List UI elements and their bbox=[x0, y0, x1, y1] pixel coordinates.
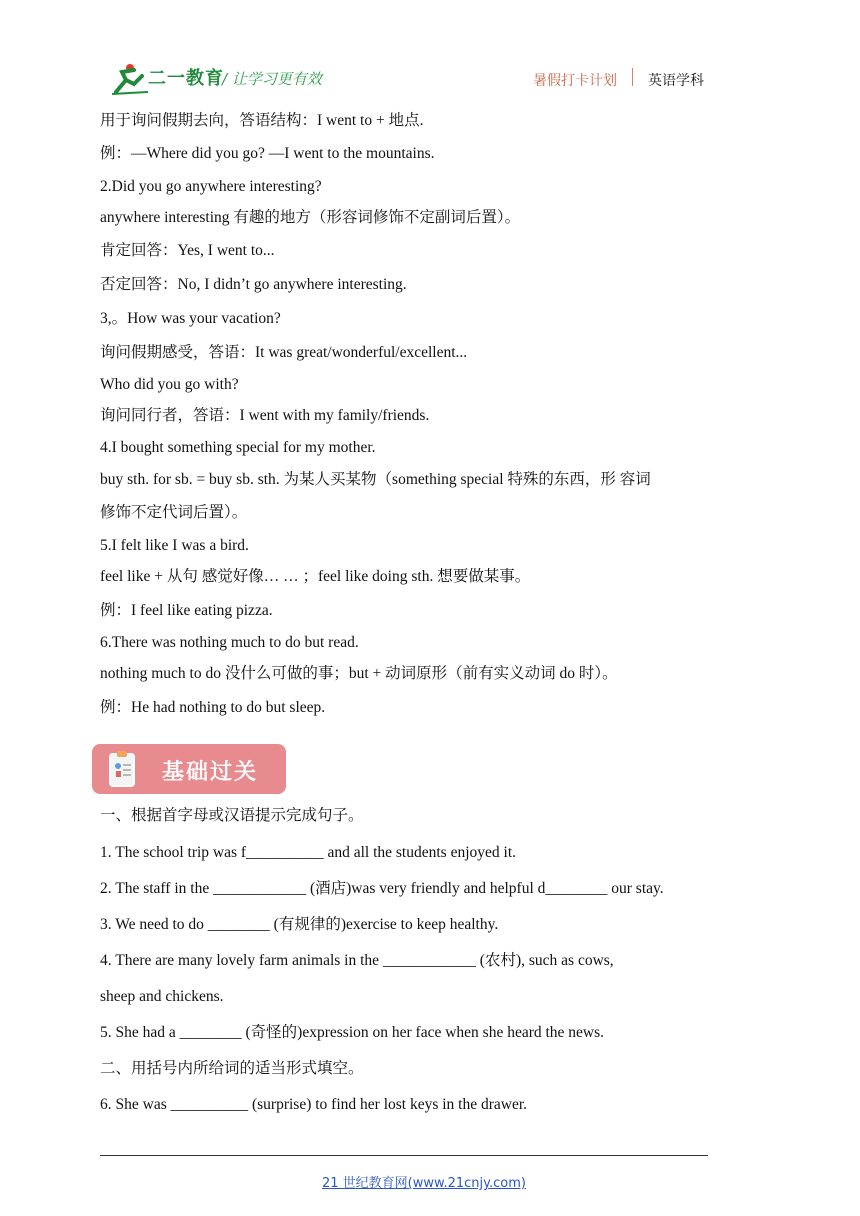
exercise-line: sheep and chickens. bbox=[100, 988, 224, 1005]
note-line: 修饰不定代词后置）。 bbox=[100, 504, 248, 521]
exercise-line: 4. There are many lovely farm animals in the ____________ (农村), such as cows, bbox=[100, 952, 614, 969]
logo-text: 二一教育 bbox=[148, 68, 224, 89]
note-line: 例：I feel like eating pizza. bbox=[100, 602, 273, 619]
note-line: 询问同行者，答语：I went with my family/friends. bbox=[100, 407, 430, 424]
note-line: 3,。How was your vacation? bbox=[100, 310, 281, 327]
page-header bbox=[0, 0, 860, 100]
note-line: 例：—Where did you go? —I went to the mountains. bbox=[100, 145, 435, 162]
header-slogan: / 让学习更有效 bbox=[222, 70, 322, 88]
note-line: 2.Did you go anywhere interesting? bbox=[100, 178, 322, 195]
section-badge-label: 基础过关 bbox=[162, 760, 259, 785]
note-line: 4.I bought something special for my mother. bbox=[100, 439, 376, 456]
footer-divider bbox=[100, 1155, 708, 1156]
header-divider bbox=[632, 68, 633, 86]
note-line: 否定回答：No, I didn’t go anywhere interesting. bbox=[100, 276, 407, 293]
footer-link[interactable]: 21 世纪教育网(www.21cnjy.com) bbox=[322, 1176, 526, 1191]
header-plan: 暑假打卡计划 bbox=[533, 73, 617, 89]
note-line: 询问假期感受，答语：It was great/wonderful/excellent... bbox=[100, 344, 468, 361]
exercise-line: 3. We need to do ________ (有规律的)exercise to keep healthy. bbox=[100, 916, 499, 933]
exercise-line: 1. The school trip was f__________ and all the students enjoyed it. bbox=[100, 844, 516, 861]
note-line: 例：He had nothing to do but sleep. bbox=[100, 699, 326, 716]
clipboard-icon bbox=[108, 750, 138, 788]
note-line: 用于询问假期去向，答语结构：I went to + 地点. bbox=[100, 112, 424, 129]
exercise-heading: 二、用括号内所给词的适当形式填空。 bbox=[100, 1060, 364, 1077]
exercise-line: 5. She had a ________ (奇怪的)expression on her face when she heard the news. bbox=[100, 1024, 605, 1041]
note-line: 6.There was nothing much to do but read. bbox=[100, 634, 359, 651]
note-line: buy sth. for sb. = buy sb. sth. 为某人买某物（something special 特殊的东西，形 容词 bbox=[100, 471, 651, 488]
section-badge bbox=[92, 744, 286, 794]
exercise-line: 6. She was __________ (surprise) to find her lost keys in the drawer. bbox=[100, 1096, 528, 1113]
exercise-heading: 一、根据首字母或汉语提示完成句子。 bbox=[100, 807, 364, 824]
note-line: 肯定回答：Yes, I went to... bbox=[100, 242, 275, 259]
note-line: Who did you go with? bbox=[100, 376, 239, 393]
note-line: 5.I felt like I was a bird. bbox=[100, 537, 249, 554]
note-line: nothing much to do 没什么可做的事；but + 动词原形（前有实义动词 do 时）。 bbox=[100, 665, 618, 682]
note-line: feel like + 从句 感觉好像… … ；feel like doing sth. 想要做某事。 bbox=[100, 568, 531, 585]
exercise-line: 2. The staff in the ____________ (酒店)was very friendly and helpful d________ our stay. bbox=[100, 880, 664, 897]
note-line: anywhere interesting 有趣的地方（形容词修饰不定副词后置）。 bbox=[100, 209, 521, 226]
header-subject: 英语学科 bbox=[648, 73, 704, 89]
